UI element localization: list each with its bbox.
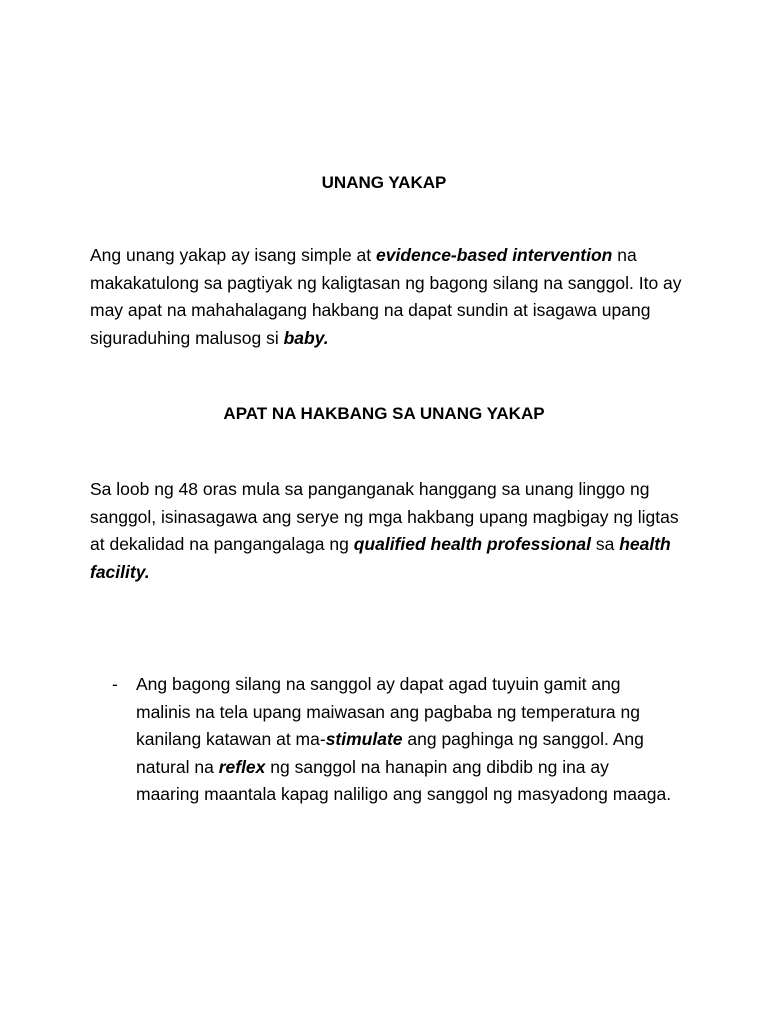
intro-paragraph (90, 242, 690, 352)
bullet-text (136, 671, 676, 809)
steps-text-2: sa (590, 534, 620, 554)
steps-text-1: Sa loob ng 48 oras mula sa panganganak hanggang sa unang linggo ng sanggol, isinasagawa ang serye ng mga hakbang upang magbigay ng ligtas at dekalidad na pangangalaga ng (90, 479, 679, 554)
bullet-dash-marker: - (112, 674, 118, 694)
intro-text-1: Ang unang yakap ay isang simple at (90, 245, 377, 265)
steps-intro-paragraph (90, 476, 690, 586)
bullet-emphasis-reflex: reflex (218, 756, 266, 777)
document-title: UNANG YAKAP (321, 173, 447, 192)
intro-text-2: na makakatulong sa pagtiyak ng kaligtasan ng bagong silang na sanggol. Ito ay may apat na mahahalagang hakbang na dapat sundin at isagawa upang siguraduhing malusog si (90, 245, 682, 348)
bullet-emphasis-stimulate: stimulate (325, 729, 403, 749)
bullet-text-1: Ang bagong silang na sanggol ay dapat agad tuyuin gamit ang malinis na tela upang maiwasan ang pagbaba ng temperatura ng kanilang katawan at ma- (136, 674, 640, 749)
steps-emphasis-facility: health facility. (90, 534, 671, 582)
section-subtitle: APAT NA HAKBANG SA UNANG YAKAP (223, 404, 545, 423)
steps-emphasis-professional: qualified health professional (353, 534, 591, 554)
intro-emphasis-baby: baby. (283, 327, 329, 348)
bullet-text-3: ng sanggol na hanapin ang dibdib ng ina ay maaring maantala kapag naliligo ang sanggol ng masyadong maaga. (136, 756, 672, 804)
intro-emphasis-intervention: evidence-based intervention (376, 245, 613, 265)
bullet-text-2: ang paghinga ng sanggol. Ang natural na (136, 729, 644, 777)
